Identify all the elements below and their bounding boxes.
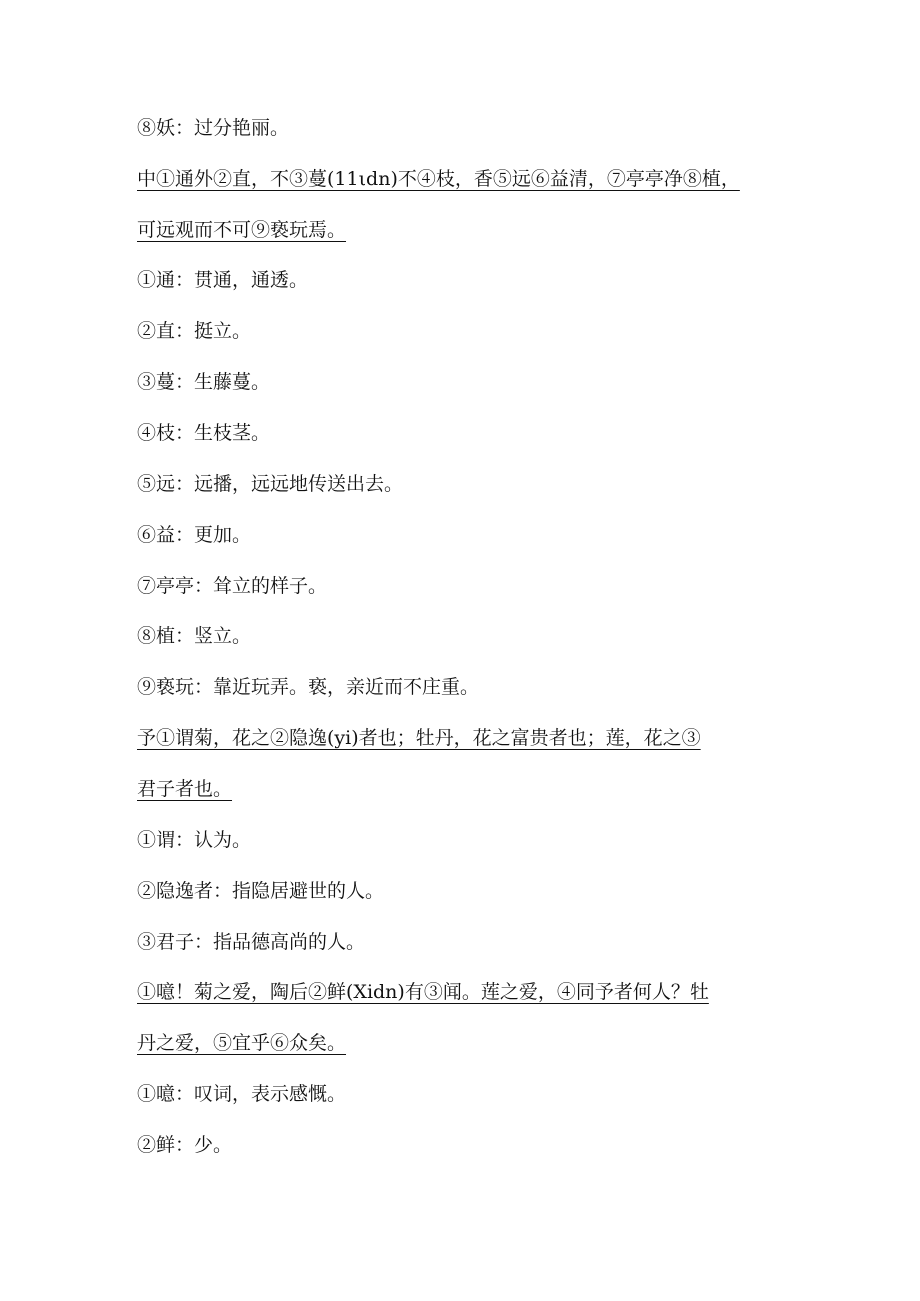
text-line-3: 可远观而不可⑨亵玩焉。 [137,219,347,241]
text-line-19: 丹之爱，⑤宜乎⑥众矣。 [137,1032,347,1054]
text-line-18: ①噫！菊之爱，陶后②鲜(Xidn)有③闻。莲之爱，④同予者何人？牡 [137,981,709,1003]
text-line-9: ⑥益：更加。 [137,524,252,546]
text-line-2: 中①通外②直，不③蔓(11ιdn)不④枝，香⑤远⑥益清，⑦亭亭净⑧植， [137,168,740,190]
text-line-14: 君子者也。 [137,778,233,800]
text-line-13: 予①谓菊，花之②隐逸(yi)者也；牡丹，花之富贵者也；莲，花之③ [137,727,701,749]
text-line-4: ①通：贯通，通透。 [137,269,309,291]
text-line-12: ⑨亵玩：靠近玩弄。亵，亲近而不庄重。 [137,676,480,698]
text-line-1: ⑧妖：过分艳丽。 [137,117,290,139]
text-line-6: ③蔓：生藤蔓。 [137,371,271,393]
text-line-10: ⑦亭亭：耸立的样子。 [137,575,328,597]
text-line-7: ④枝：生枝茎。 [137,422,271,444]
text-line-8: ⑤远：远播，远远地传送出去。 [137,473,404,495]
text-line-15: ①谓：认为。 [137,829,252,851]
text-line-11: ⑧植：竖立。 [137,625,252,647]
text-line-16: ②隐逸者：指隐居避世的人。 [137,880,385,902]
text-line-20: ①噫：叹词，表示感慨。 [137,1083,347,1105]
text-line-17: ③君子：指品德高尚的人。 [137,931,366,953]
text-line-5: ②直：挺立。 [137,320,252,342]
text-line-21: ②鲜：少。 [137,1134,233,1156]
